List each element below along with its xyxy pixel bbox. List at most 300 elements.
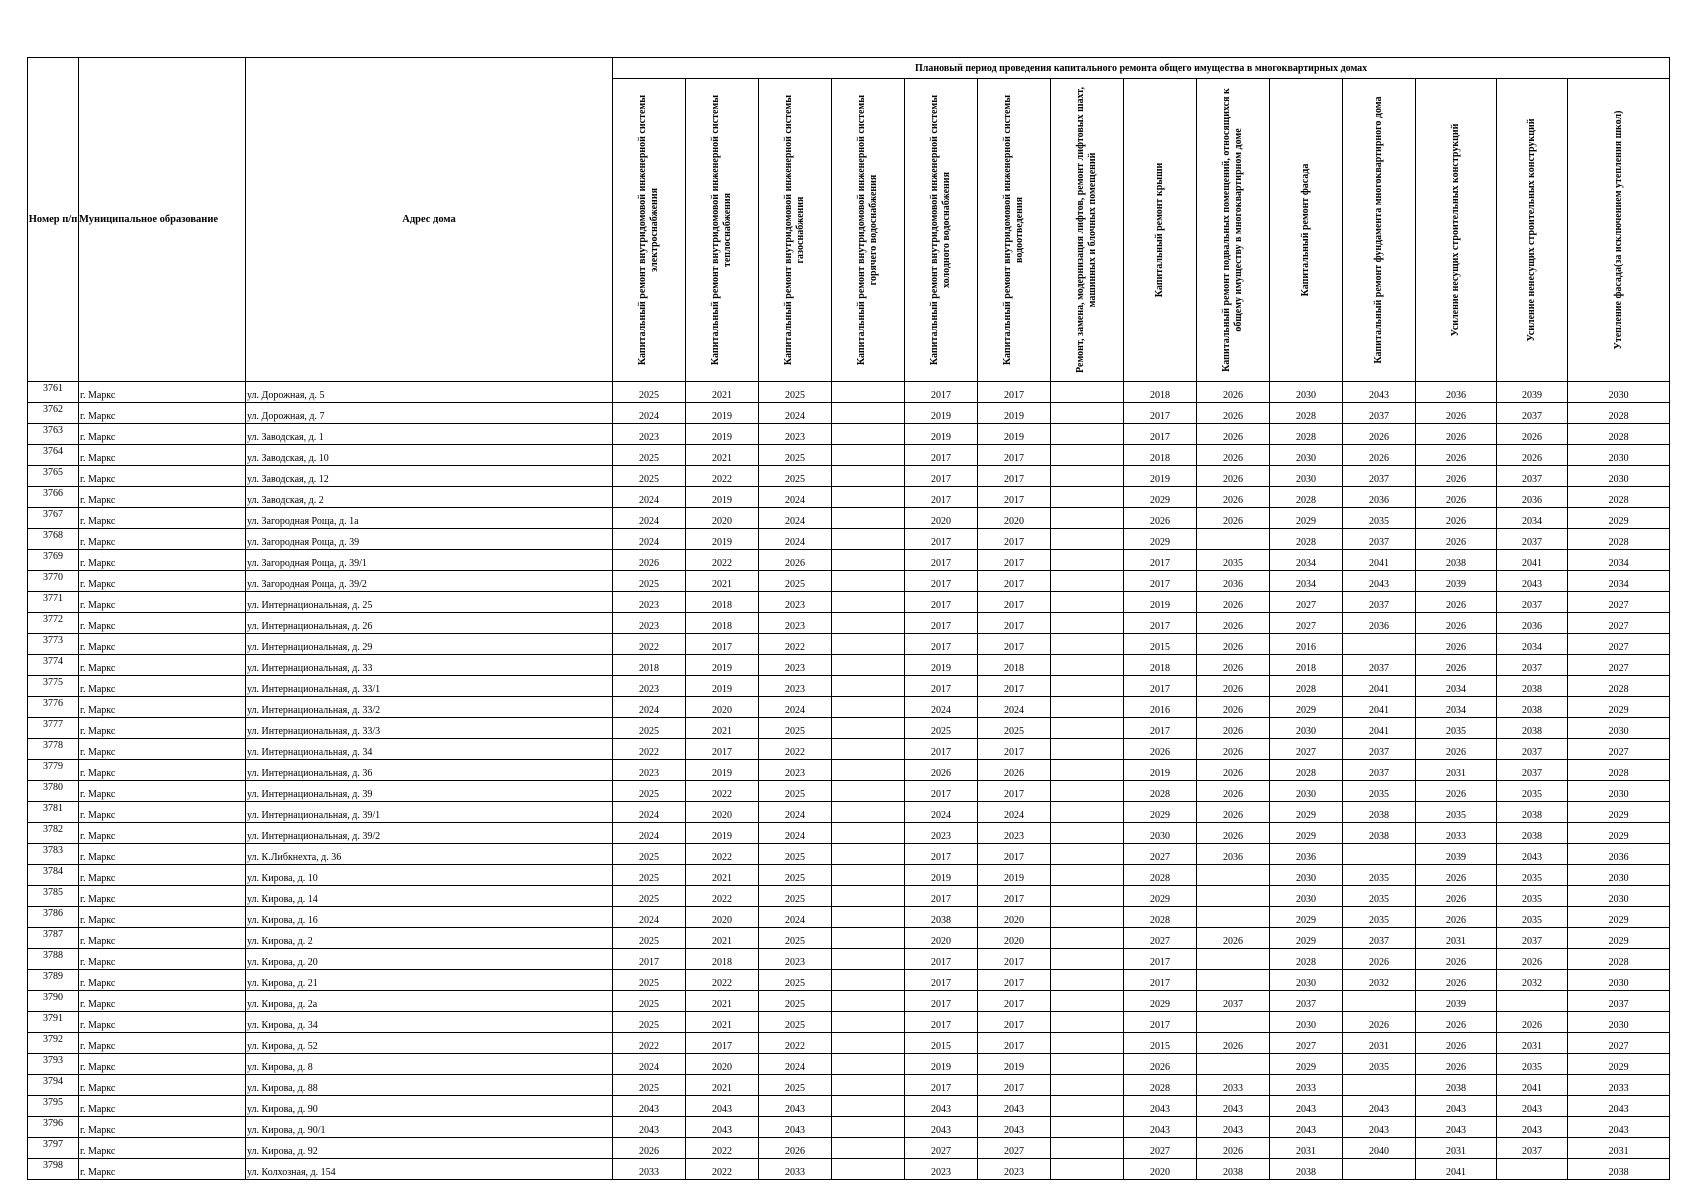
year-cell (832, 886, 905, 907)
year-cell: 2033 (759, 1159, 832, 1180)
year-cell: 2028 (1568, 529, 1670, 550)
row-number-cell: 3779 (28, 760, 79, 781)
year-cell: 2036 (1197, 844, 1270, 865)
address-cell: ул. Интернациональная, д. 33/3 (246, 718, 613, 739)
year-cell (1051, 424, 1124, 445)
year-cell: 2018 (1270, 655, 1343, 676)
year-cell: 2018 (1124, 445, 1197, 466)
year-cell: 2025 (613, 1012, 686, 1033)
year-cell: 2030 (1568, 466, 1670, 487)
year-cell: 2026 (1416, 613, 1497, 634)
year-cell: 2021 (686, 571, 759, 592)
year-cell: 2017 (978, 1033, 1051, 1054)
year-cell: 2027 (1568, 739, 1670, 760)
year-cell: 2023 (613, 592, 686, 613)
municipality-cell: г. Маркс (79, 529, 246, 550)
municipality-cell: г. Маркс (79, 424, 246, 445)
year-cell: 2025 (613, 382, 686, 403)
year-cell: 2043 (905, 1096, 978, 1117)
year-cell: 2035 (1343, 1054, 1416, 1075)
municipality-cell: г. Маркс (79, 844, 246, 865)
row-number-cell: 3777 (28, 718, 79, 739)
year-cell: 2035 (1197, 550, 1270, 571)
year-cell: 2017 (1124, 949, 1197, 970)
year-cell: 2029 (1270, 802, 1343, 823)
column-header-label: Капитальный ремонт внутридомовой инженерной системы электроснабжения (637, 94, 660, 366)
year-cell: 2026 (1416, 634, 1497, 655)
year-cell: 2034 (1270, 550, 1343, 571)
year-cell: 2015 (1124, 1033, 1197, 1054)
year-cell: 2020 (686, 697, 759, 718)
year-cell: 2037 (1497, 739, 1568, 760)
year-cell: 2040 (1343, 1138, 1416, 1159)
year-cell: 2038 (1568, 1159, 1670, 1180)
address-cell: ул. Кирова, д. 10 (246, 865, 613, 886)
year-cell: 2026 (1197, 424, 1270, 445)
address-cell: ул. Кирова, д. 16 (246, 907, 613, 928)
year-cell: 2025 (613, 718, 686, 739)
year-cell: 2022 (759, 739, 832, 760)
year-cell: 2026 (1416, 781, 1497, 802)
year-cell: 2025 (759, 991, 832, 1012)
year-cell: 2041 (1416, 1159, 1497, 1180)
year-cell: 2031 (1343, 1033, 1416, 1054)
year-cell: 2024 (613, 823, 686, 844)
year-cell: 2017 (978, 886, 1051, 907)
year-cell: 2024 (613, 802, 686, 823)
year-cell: 2026 (1416, 508, 1497, 529)
address-cell: ул. Интернациональная, д. 29 (246, 634, 613, 655)
year-cell: 2025 (613, 991, 686, 1012)
year-cell (832, 1075, 905, 1096)
year-cell: 2035 (1343, 508, 1416, 529)
year-cell: 2015 (1124, 634, 1197, 655)
table-row (28, 781, 1670, 802)
table-row (28, 886, 1670, 907)
table-row (28, 403, 1670, 424)
year-cell (1197, 865, 1270, 886)
year-cell: 2028 (1270, 949, 1343, 970)
year-cell: 2022 (686, 781, 759, 802)
address-cell: ул. Интернациональная, д. 25 (246, 592, 613, 613)
year-cell: 2017 (905, 844, 978, 865)
year-cell: 2017 (905, 571, 978, 592)
year-cell: 2025 (759, 1075, 832, 1096)
year-cell: 2024 (759, 907, 832, 928)
address-cell: ул. Кирова, д. 20 (246, 949, 613, 970)
year-cell (832, 865, 905, 886)
year-cell: 2017 (978, 571, 1051, 592)
column-header-label: Усиление ненесущих строительных конструкций (1526, 118, 1537, 342)
row-number-cell: 3762 (28, 403, 79, 424)
year-cell: 2038 (1416, 550, 1497, 571)
year-cell: 2029 (1568, 907, 1670, 928)
year-cell: 2033 (613, 1159, 686, 1180)
year-cell: 2036 (1343, 487, 1416, 508)
year-cell: 2024 (759, 487, 832, 508)
year-cell: 2043 (613, 1096, 686, 1117)
year-cell: 2025 (613, 844, 686, 865)
year-cell: 2037 (1343, 592, 1416, 613)
year-cell: 2035 (1497, 781, 1568, 802)
year-cell: 2025 (759, 928, 832, 949)
year-cell: 2043 (978, 1096, 1051, 1117)
year-cell: 2027 (1270, 1033, 1343, 1054)
year-cell (832, 571, 905, 592)
year-cell: 2037 (1497, 1138, 1568, 1159)
year-cell: 2023 (613, 760, 686, 781)
year-cell: 2032 (1343, 970, 1416, 991)
year-cell: 2026 (1197, 739, 1270, 760)
year-cell (832, 970, 905, 991)
table-row (28, 487, 1670, 508)
year-cell: 2020 (905, 508, 978, 529)
row-number-cell: 3781 (28, 802, 79, 823)
year-cell: 2043 (1343, 382, 1416, 403)
year-cell: 2024 (759, 508, 832, 529)
year-cell: 2039 (1416, 844, 1497, 865)
year-cell: 2026 (1416, 907, 1497, 928)
year-cell: 2019 (978, 424, 1051, 445)
column-header-work-type (1568, 79, 1670, 382)
year-cell: 2024 (759, 802, 832, 823)
year-cell: 2043 (1270, 1117, 1343, 1138)
year-cell: 2025 (613, 466, 686, 487)
year-cell (1051, 634, 1124, 655)
year-cell: 2031 (1416, 760, 1497, 781)
year-cell: 2019 (978, 1054, 1051, 1075)
year-cell (1051, 1117, 1124, 1138)
municipality-cell: г. Маркс (79, 760, 246, 781)
row-number-cell: 3763 (28, 424, 79, 445)
year-cell (832, 655, 905, 676)
year-cell (1051, 487, 1124, 508)
year-cell: 2018 (613, 655, 686, 676)
column-header-label: Ремонт, замена, модернизация лифтов, ремонт лифтовых шахт, машинных и блочных помещений (1075, 87, 1098, 373)
year-cell: 2017 (686, 739, 759, 760)
year-cell (832, 529, 905, 550)
year-cell: 2027 (1568, 1033, 1670, 1054)
year-cell: 2026 (1416, 1012, 1497, 1033)
year-cell: 2036 (1497, 613, 1568, 634)
year-cell: 2029 (1568, 508, 1670, 529)
address-cell: ул. Кирова, д. 2 (246, 928, 613, 949)
year-cell: 2019 (905, 865, 978, 886)
year-cell: 2028 (1568, 949, 1670, 970)
year-cell: 2029 (1568, 928, 1670, 949)
year-cell (1051, 445, 1124, 466)
year-cell: 2020 (978, 907, 1051, 928)
year-cell: 2038 (1270, 1159, 1343, 1180)
column-header-work-type (1416, 79, 1497, 382)
year-cell: 2024 (613, 508, 686, 529)
table-row (28, 550, 1670, 571)
year-cell (832, 676, 905, 697)
year-cell: 2019 (978, 403, 1051, 424)
municipality-cell: г. Маркс (79, 676, 246, 697)
year-cell (832, 802, 905, 823)
year-cell: 2017 (905, 634, 978, 655)
year-cell: 2030 (1568, 382, 1670, 403)
address-cell: ул. Интернациональная, д. 26 (246, 613, 613, 634)
year-cell (1343, 844, 1416, 865)
year-cell: 2017 (978, 529, 1051, 550)
year-cell: 2043 (1197, 1117, 1270, 1138)
year-cell (832, 613, 905, 634)
year-cell: 2018 (686, 949, 759, 970)
year-cell: 2043 (1270, 1096, 1343, 1117)
year-cell: 2043 (1497, 1096, 1568, 1117)
year-cell: 2025 (759, 466, 832, 487)
year-cell: 2017 (1124, 970, 1197, 991)
address-cell: ул. Колхозная, д. 154 (246, 1159, 613, 1180)
year-cell: 2025 (613, 571, 686, 592)
year-cell (1051, 760, 1124, 781)
year-cell: 2028 (1568, 487, 1670, 508)
year-cell: 2029 (1124, 802, 1197, 823)
year-cell: 2017 (978, 739, 1051, 760)
row-number-cell: 3792 (28, 1033, 79, 1054)
address-cell: ул. Кирова, д. 90/1 (246, 1117, 613, 1138)
year-cell (832, 844, 905, 865)
year-cell: 2017 (978, 991, 1051, 1012)
row-number-cell: 3784 (28, 865, 79, 886)
year-cell (1197, 529, 1270, 550)
year-cell: 2043 (1416, 1117, 1497, 1138)
year-cell: 2020 (686, 907, 759, 928)
table-row (28, 1054, 1670, 1075)
address-cell: ул. Интернациональная, д. 33/2 (246, 697, 613, 718)
year-cell (1051, 1159, 1124, 1180)
year-cell: 2017 (978, 487, 1051, 508)
year-cell: 2022 (613, 739, 686, 760)
year-cell: 2025 (613, 865, 686, 886)
year-cell: 2035 (1416, 718, 1497, 739)
year-cell: 2038 (1497, 802, 1568, 823)
year-cell: 2026 (759, 550, 832, 571)
row-number-cell: 3761 (28, 382, 79, 403)
column-header-work-type (1497, 79, 1568, 382)
year-cell: 2018 (1124, 655, 1197, 676)
table-body (28, 382, 1670, 1180)
year-cell: 2023 (613, 676, 686, 697)
year-cell: 2026 (1416, 739, 1497, 760)
address-cell: ул. Интернациональная, д. 39/2 (246, 823, 613, 844)
year-cell: 2029 (1124, 991, 1197, 1012)
year-cell: 2031 (1416, 928, 1497, 949)
year-cell: 2038 (1497, 718, 1568, 739)
year-cell: 2021 (686, 928, 759, 949)
year-cell: 2027 (1568, 592, 1670, 613)
year-cell: 2028 (1568, 760, 1670, 781)
year-cell (1343, 1075, 1416, 1096)
year-cell: 2026 (1197, 403, 1270, 424)
year-cell: 2041 (1497, 1075, 1568, 1096)
year-cell: 2037 (1497, 760, 1568, 781)
year-cell: 2025 (759, 1012, 832, 1033)
year-cell (832, 760, 905, 781)
year-cell: 2034 (1416, 697, 1497, 718)
year-cell (1197, 886, 1270, 907)
year-cell: 2030 (1270, 445, 1343, 466)
year-cell (832, 949, 905, 970)
year-cell (1051, 949, 1124, 970)
municipality-cell: г. Маркс (79, 781, 246, 802)
year-cell: 2017 (978, 1075, 1051, 1096)
year-cell: 2043 (1497, 571, 1568, 592)
year-cell: 2022 (686, 844, 759, 865)
year-cell: 2037 (1497, 466, 1568, 487)
year-cell: 2026 (1197, 802, 1270, 823)
year-cell: 2026 (1416, 529, 1497, 550)
year-cell: 2039 (1497, 382, 1568, 403)
year-cell: 2041 (1497, 550, 1568, 571)
year-cell (1051, 718, 1124, 739)
year-cell (832, 466, 905, 487)
year-cell: 2021 (686, 718, 759, 739)
table-row (28, 1138, 1670, 1159)
municipality-cell: г. Маркс (79, 739, 246, 760)
year-cell: 2037 (1497, 655, 1568, 676)
year-cell: 2025 (978, 718, 1051, 739)
municipality-cell: г. Маркс (79, 1117, 246, 1138)
year-cell: 2027 (978, 1138, 1051, 1159)
year-cell: 2019 (1124, 760, 1197, 781)
year-cell: 2026 (1416, 865, 1497, 886)
year-cell: 2026 (1197, 634, 1270, 655)
year-cell: 2026 (1197, 760, 1270, 781)
year-cell: 2023 (759, 949, 832, 970)
year-cell: 2017 (978, 970, 1051, 991)
year-cell: 2026 (1197, 445, 1270, 466)
column-header-work-type (905, 79, 978, 382)
year-cell: 2029 (1270, 823, 1343, 844)
year-cell: 2017 (905, 550, 978, 571)
year-cell (1051, 592, 1124, 613)
year-cell: 2022 (686, 550, 759, 571)
year-cell: 2022 (759, 1033, 832, 1054)
row-number-cell: 3788 (28, 949, 79, 970)
year-cell: 2026 (1124, 739, 1197, 760)
year-cell: 2031 (1497, 1033, 1568, 1054)
municipality-cell: г. Маркс (79, 697, 246, 718)
year-cell: 2017 (905, 886, 978, 907)
year-cell (1051, 1096, 1124, 1117)
address-cell: ул. Интернациональная, д. 39/1 (246, 802, 613, 823)
table-row (28, 970, 1670, 991)
year-cell: 2038 (905, 907, 978, 928)
year-cell: 2025 (613, 928, 686, 949)
year-cell (1197, 1012, 1270, 1033)
year-cell: 2029 (1124, 529, 1197, 550)
year-cell: 2038 (1497, 697, 1568, 718)
year-cell: 2043 (905, 1117, 978, 1138)
year-cell: 2020 (978, 508, 1051, 529)
year-cell: 2029 (1124, 886, 1197, 907)
year-cell: 2037 (1497, 592, 1568, 613)
year-cell: 2028 (1270, 487, 1343, 508)
year-cell: 2043 (1343, 1096, 1416, 1117)
year-cell (1051, 991, 1124, 1012)
year-cell (832, 550, 905, 571)
table-row (28, 823, 1670, 844)
year-cell: 2043 (1343, 1117, 1416, 1138)
row-number-cell: 3780 (28, 781, 79, 802)
row-number-cell: 3796 (28, 1117, 79, 1138)
year-cell: 2026 (1416, 886, 1497, 907)
table-row (28, 718, 1670, 739)
year-cell: 2017 (905, 529, 978, 550)
year-cell: 2024 (759, 697, 832, 718)
year-cell: 2022 (613, 634, 686, 655)
year-cell: 2016 (1270, 634, 1343, 655)
year-cell: 2019 (686, 529, 759, 550)
year-cell: 2030 (1270, 466, 1343, 487)
year-cell: 2017 (686, 1033, 759, 1054)
year-cell: 2043 (1497, 1117, 1568, 1138)
address-cell: ул. Дорожная, д. 7 (246, 403, 613, 424)
year-cell: 2037 (1343, 403, 1416, 424)
year-cell: 2017 (905, 592, 978, 613)
table-row (28, 1096, 1670, 1117)
capital-repair-schedule-table (27, 57, 1670, 1180)
row-number-cell: 3766 (28, 487, 79, 508)
year-cell: 2026 (613, 1138, 686, 1159)
year-cell: 2024 (613, 403, 686, 424)
year-cell: 2035 (1416, 802, 1497, 823)
year-cell: 2026 (1197, 487, 1270, 508)
year-cell: 2024 (613, 907, 686, 928)
year-cell: 2035 (1343, 865, 1416, 886)
table-row (28, 928, 1670, 949)
year-cell: 2026 (1197, 1138, 1270, 1159)
planned-period-banner: Плановый период проведения капитального ремонта общего имущества в многоквартирных домах (613, 58, 1670, 79)
year-cell: 2036 (1343, 613, 1416, 634)
year-cell: 2034 (1270, 571, 1343, 592)
year-cell (1051, 802, 1124, 823)
year-cell: 2043 (1568, 1096, 1670, 1117)
year-cell: 2026 (1124, 1054, 1197, 1075)
year-cell: 2024 (978, 802, 1051, 823)
year-cell: 2043 (613, 1117, 686, 1138)
address-cell: ул. Загородная Роща, д. 39/2 (246, 571, 613, 592)
year-cell: 2029 (1270, 508, 1343, 529)
row-number-cell: 3787 (28, 928, 79, 949)
municipality-cell: г. Маркс (79, 949, 246, 970)
year-cell: 2028 (1270, 424, 1343, 445)
year-cell: 2036 (1197, 571, 1270, 592)
municipality-cell: г. Маркс (79, 823, 246, 844)
year-cell (832, 1117, 905, 1138)
year-cell: 2025 (613, 886, 686, 907)
year-cell: 2017 (905, 970, 978, 991)
address-cell: ул. Кирова, д. 88 (246, 1075, 613, 1096)
year-cell (1497, 1159, 1568, 1180)
column-header-municipality: Муниципальное образование (79, 58, 246, 382)
table-row (28, 508, 1670, 529)
year-cell (832, 823, 905, 844)
year-cell: 2017 (978, 781, 1051, 802)
year-cell (1051, 928, 1124, 949)
year-cell: 2024 (759, 823, 832, 844)
year-cell: 2019 (1124, 466, 1197, 487)
year-cell (1051, 676, 1124, 697)
year-cell: 2026 (1197, 781, 1270, 802)
year-cell: 2017 (905, 487, 978, 508)
year-cell: 2026 (1197, 928, 1270, 949)
year-cell (832, 991, 905, 1012)
year-cell: 2023 (759, 655, 832, 676)
